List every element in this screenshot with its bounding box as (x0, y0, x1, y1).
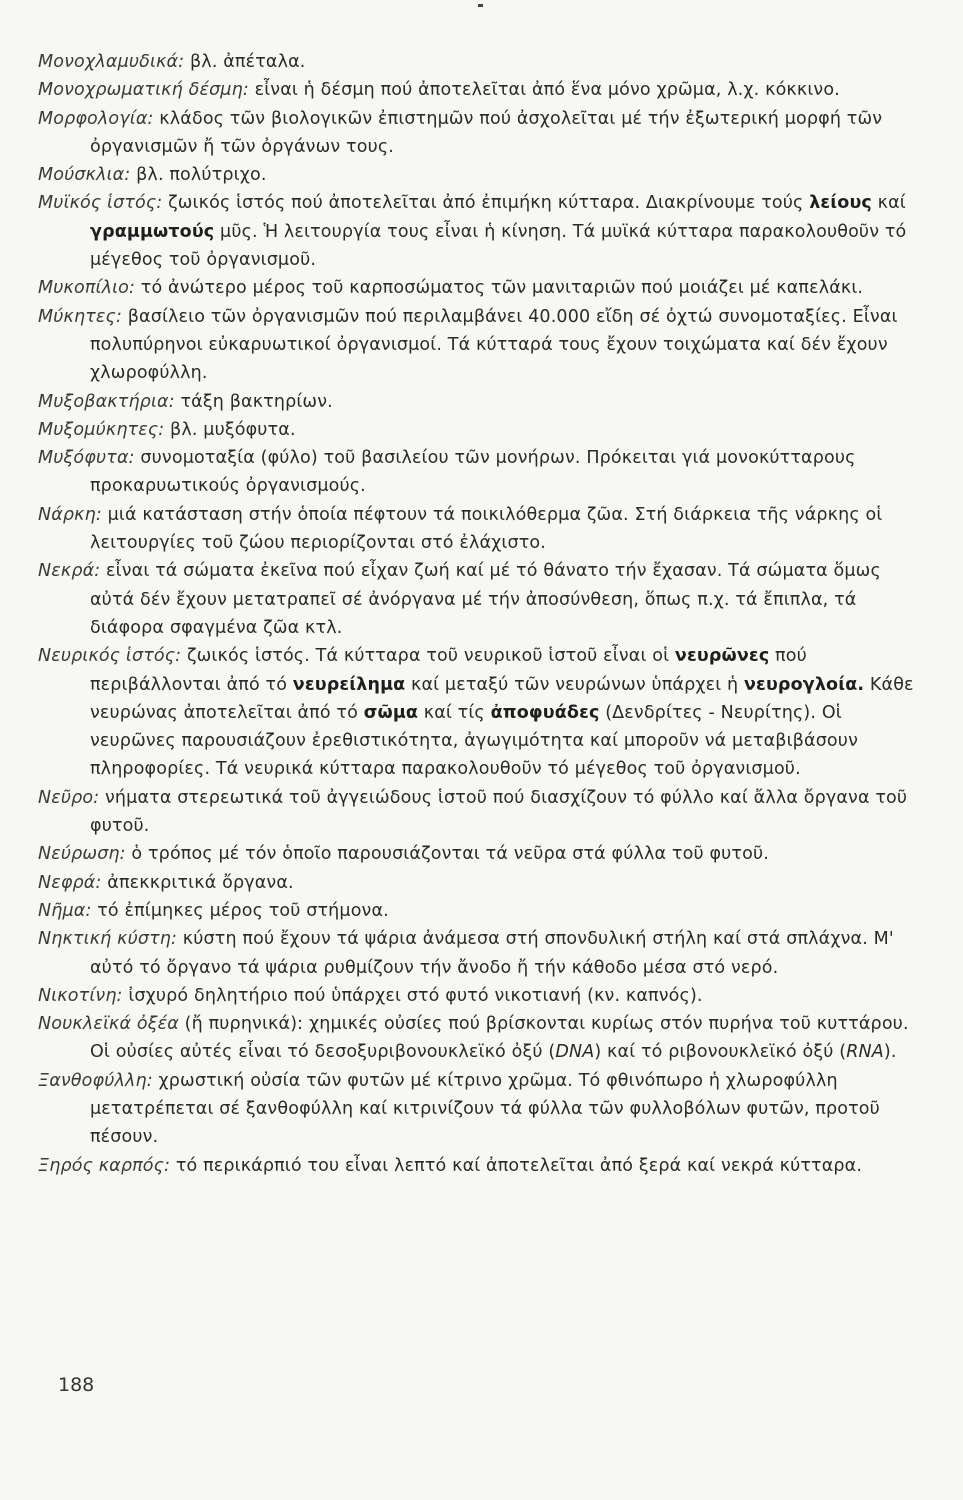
entry-definition (90, 788, 907, 836)
entry-definition (92, 901, 389, 921)
glossary-entry (38, 161, 918, 189)
definition-text: καί (871, 193, 906, 214)
emphasized-term: νευρείλημα (292, 674, 406, 695)
emphasized-term: RNA (846, 1042, 884, 1063)
entry-definition (175, 392, 333, 412)
glossary-entry (38, 105, 918, 162)
definition-text: (ἤ πυρηνικά): χημικές οὐσίες πού βρίσκονται κυρίως στόν πυρήνα τοῦ κυττάρου. Οἱ οὐσίες αὐτές εἶναι τό δεσοξυριβονουκλεϊκό ὀξύ ( (90, 1014, 909, 1063)
definition-text: ἀπεκκριτικά ὄργανα. (101, 872, 294, 893)
entry-definition (184, 52, 305, 72)
entry-term: Νάρκη: (38, 504, 102, 525)
glossary-entry (38, 982, 918, 1010)
entry-definition (90, 109, 882, 157)
entry-term: Μούσκλια: (38, 165, 131, 186)
entry-definition (90, 1071, 880, 1148)
entry-definition (135, 278, 863, 298)
entry-definition (90, 505, 882, 553)
emphasized-term: ἀποφυάδες (490, 702, 600, 723)
glossary-entry (38, 840, 918, 868)
entry-term: Νουκλεϊκά ὀξέα (38, 1014, 179, 1035)
definition-text: τάξη βακτηρίων. (174, 391, 333, 412)
entry-term: Νῆμα: (38, 900, 92, 921)
glossary-entry (38, 642, 918, 783)
entry-term: Μυκοπίλιο: (38, 278, 136, 299)
entry-definition (90, 307, 898, 384)
glossary-entry (38, 784, 918, 841)
glossary-entry (38, 897, 918, 925)
emphasized-term: νευρῶνες (674, 646, 770, 667)
definition-text: βλ. ἀπέταλα. (184, 52, 306, 72)
entry-term: Ξανθοφύλλη: (38, 1070, 153, 1091)
entry-definition (170, 1156, 862, 1176)
glossary-entry (38, 189, 918, 274)
definition-text: καί μεταξύ τῶν νευρώνων ὑπάρχει ἡ (405, 674, 744, 695)
entry-term: Νεκρά: (38, 561, 101, 582)
definition-text: πού περιβάλλονται ἀπό τό (90, 646, 807, 695)
glossary-entry (38, 557, 918, 642)
entry-term: Μυξομύκητες: (38, 419, 165, 440)
emphasized-term: γραμμωτούς (90, 221, 215, 242)
glossary-entry (38, 1152, 918, 1180)
definition-text: (Δενδρίτες - Νευρίτης). Οἱ νευρῶνες παρουσιάζουν ἐρεθιστικότητα, ἀγωγιμότητα καί μποροῦν νά μεταβιβάσουν πληροφορίες. Τά νευρικά κύτταρα παρακολουθοῦν τό μέγεθος τοῦ ὀργανισμοῦ. (90, 702, 858, 780)
glossary-entry (38, 303, 918, 388)
definition-text: συνομοταξία (φύλο) τοῦ βασιλείου τῶν μονήρων. Πρόκειται γιά μονοκύτταρους προκαρυωτικούς ὀργανισμούς. (90, 448, 856, 497)
entry-term: Νεῦρο: (38, 787, 100, 808)
glossary-entry (38, 1010, 918, 1067)
definition-text: καί τίς (418, 702, 491, 723)
emphasized-term: DNA (555, 1042, 595, 1063)
emphasized-term: σῶμα (363, 702, 419, 723)
entry-definition (164, 420, 295, 440)
emphasized-term: λείους (809, 193, 872, 214)
definition-text: ζωικός ἱστός. Τά κύτταρα τοῦ νευρικοῦ ἱστοῦ εἶναι οἱ (181, 646, 675, 667)
entry-definition (90, 929, 894, 977)
entry-definition (90, 1014, 909, 1062)
glossary-entry (38, 48, 918, 76)
entry-definition (126, 844, 769, 864)
entry-term: Μύκητες: (38, 306, 122, 327)
entry-term: Νευρικός ἱστός: (38, 646, 182, 667)
entry-definition (123, 986, 703, 1006)
definition-text: βλ. πολύτριχο. (130, 165, 267, 186)
entry-definition (90, 561, 881, 638)
entry-term: Μυξόφυτα: (38, 448, 135, 469)
entry-term: Νεφρά: (38, 872, 102, 893)
definition-text: μιά κατάσταση στήν ὁποία πέφτουν τά ποικιλόθερμα ζῶα. Στή διάρκεια τῆς νάρκης οἱ λειτουργίες τοῦ ζώου περιορίζονται στό ἐλάχιστο. (90, 504, 883, 554)
entry-definition (102, 873, 294, 893)
entry-definition (90, 646, 914, 779)
definition-text: μῦς. Ἡ λειτουργία τους εἶναι ἡ κίνηση. Τά μυϊκά κύτταρα παρακολουθοῦν τό μέγεθος τοῦ ὀργανισμοῦ. (90, 221, 907, 271)
entry-definition (90, 448, 856, 496)
definition-text: ζωικός ἱστός πού ἀποτελεῖται ἀπό ἐπιμήκη κύτταρα. Διακρίνουμε τούς (162, 193, 810, 214)
entry-term: Ξηρός καρπός: (38, 1155, 171, 1176)
glossary-entry (38, 1067, 918, 1152)
entry-definition (249, 80, 840, 100)
entry-term: Μονοχρωματική δέσμη: (38, 80, 249, 101)
definition-text: κλάδος τῶν βιολογικῶν ἐπιστημῶν πού ἀσχολεῖται μέ τήν ἐξωτερική μορφή τῶν ὀργανισμῶν ἤ τῶν ὀργάνων τους. (90, 108, 883, 157)
page-number: 188 (58, 1374, 95, 1396)
entry-term: Μυϊκός ἱστός: (38, 193, 163, 214)
entry-definition (130, 165, 266, 185)
definition-text: βλ. μυξόφυτα. (164, 419, 296, 440)
entry-term: Νηκτική κύστη: (38, 929, 178, 950)
entry-definition (90, 193, 906, 270)
definition-text: χρωστική οὐσία τῶν φυτῶν μέ κίτρινο χρῶμα. Τό φθινόπωρο ἡ χλωροφύλλη μετατρέπεται σέ ξανθοφύλλη καί κιτρινίζουν τά φύλλα τῶν φυλλοβόλων φυτῶν, προτοῦ πέσουν. (90, 1070, 880, 1148)
entry-term: Μονοχλαμυδικά: (38, 52, 185, 72)
definition-text: κύστη πού ἔχουν τά ψάρια ἀνάμεσα στή σπονδυλική στήλη καί στά σπλάχνα. Μ' αὐτό τό ὄργανο τά ψάρια ρυθμίζουν τήν ἄνοδο ἤ τήν κάθοδο μέσα στό νερό. (90, 929, 894, 978)
definition-text: τό περικάρπιό του εἶναι λεπτό καί ἀποτελεῖται ἀπό ξερά καί νεκρά κύτταρα. (170, 1155, 863, 1176)
glossary-entry (38, 274, 918, 302)
definition-text: νήματα στερεωτικά τοῦ ἀγγειώδους ἱστοῦ πού διασχίζουν τό φύλλο καί ἄλλα ὄργανα τοῦ φυτοῦ. (90, 787, 908, 837)
definition-text: ). (883, 1042, 897, 1063)
definition-text: ) καί τό ριβονουκλεϊκό ὀξύ ( (594, 1042, 847, 1063)
definition-text: εἶναι τά σώματα ἐκεῖνα πού εἶχαν ζωή καί μέ τό θάνατο τήν ἔχασαν. Τά σώματα ὅμως αὐτά δέν ἔχουν μετατραπεῖ σέ ἀνόργανα μέ τήν ἀποσύνθεση, ὅπως π.χ. τά ἔπιπλα, τά διάφορα σφαγμένα ζῶα κτλ. (90, 561, 881, 638)
glossary-entry (38, 388, 918, 416)
entry-term: Νικοτίνη: (38, 985, 123, 1006)
entry-term: Νεύρωση: (38, 844, 126, 865)
print-mark (478, 4, 483, 7)
definition-text: Κάθε νευρώνας ἀποτελεῖται ἀπό τό (90, 674, 914, 723)
glossary-entry (38, 925, 918, 982)
emphasized-term: νευρογλοία. (743, 674, 865, 695)
definition-text: βασίλειο τῶν ὀργανισμῶν πού περιλαμβάνει 40.000 εἴδη σέ ὀχτώ συνομοταξίες. Εἶναι πολυπύρηνοι εὐκαρυωτικοί ὀργανισμοί. Τά κύτταρά τους ἔχουν τοιχώματα καί δέν ἔχουν χλωροφύλλη. (90, 306, 898, 384)
glossary-entry (38, 869, 918, 897)
definition-text: ὁ τρόπος μέ τόν ὁποῖο παρουσιάζονται τά νεῦρα στά φύλλα τοῦ φυτοῦ. (125, 844, 769, 865)
glossary-entries (38, 48, 918, 1180)
glossary-entry (38, 501, 918, 558)
definition-text: εἶναι ἡ δέσμη πού ἀποτελεῖται ἀπό ἕνα μόνο χρῶμα, λ.χ. κόκκινο. (248, 80, 840, 101)
entry-term: Μορφολογία: (38, 108, 154, 129)
definition-text: ἰσχυρό δηλητήριο πού ὑπάρχει στό φυτό νικοτιανή (κν. καπνός). (122, 985, 703, 1006)
glossary-entry (38, 416, 918, 444)
definition-text: τό ἐπίμηκες μέρος τοῦ στήμονα. (91, 900, 389, 921)
entry-term: Μυξοβακτήρια: (38, 391, 175, 412)
glossary-entry (38, 76, 918, 104)
definition-text: τό ἀνώτερο μέρος τοῦ καρποσώματος τῶν μανιταριῶν πού μοιάζει μέ καπελάκι. (135, 278, 864, 299)
glossary-entry (38, 444, 918, 501)
